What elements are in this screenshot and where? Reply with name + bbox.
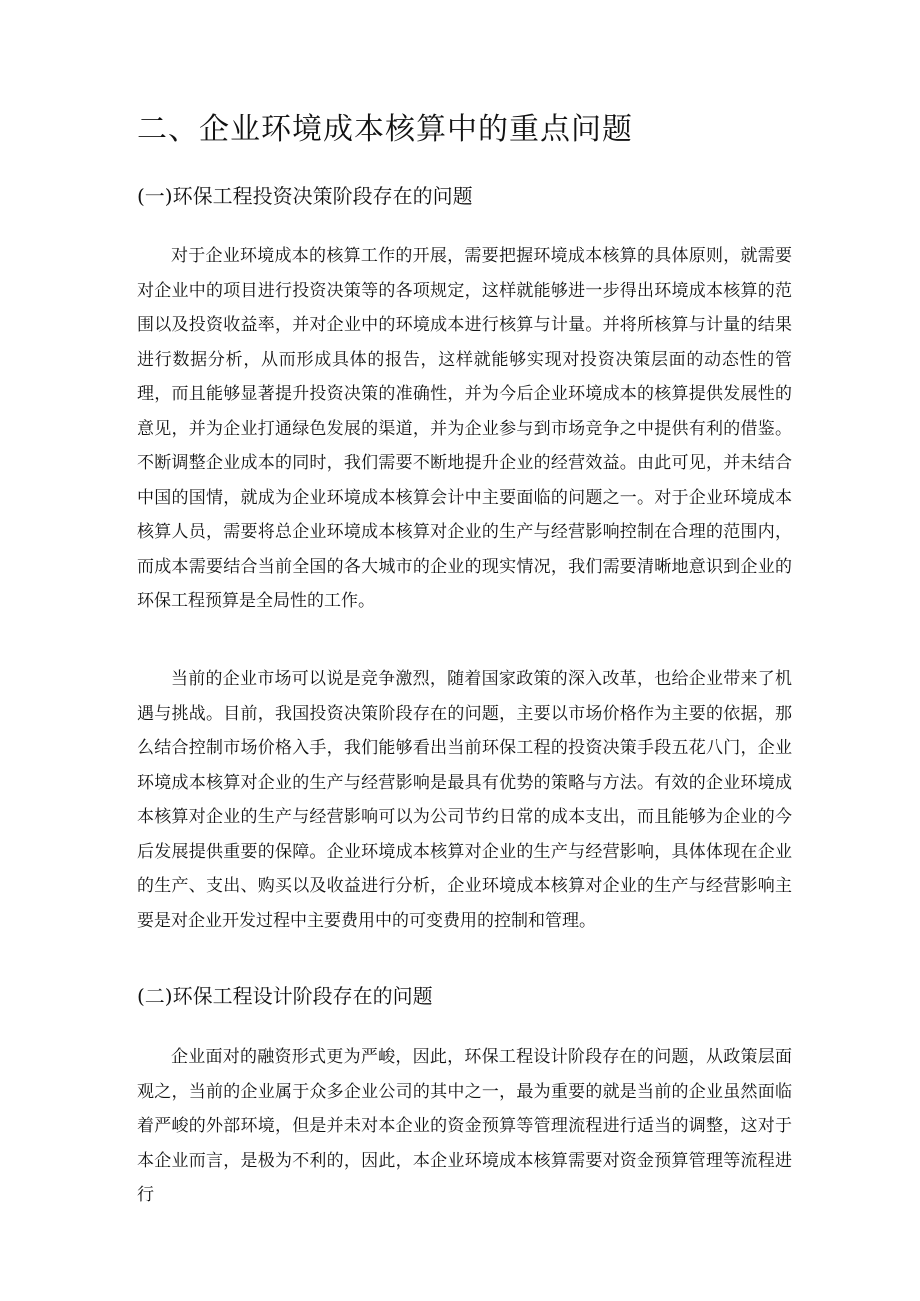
paragraph-2: 当前的企业市场可以说是竞争激烈，随着国家政策的深入改革，也给企业带来了机遇与挑战。目前，我国投资决策阶段存在的问题，主要以市场价格作为主要的依据，那么结合控制市场价格入手，我们能够看出当前环保工程的投资决策手段五花八门，企业环境成本核算对企业的生产与经营影响是最具有优势的策略与方法。有效的企业环境成本核算对企业的生产与经营影响可以为公司节约日常的成本支出，而且能够为企业的今后发展提供重要的保障。企业环境成本核算对企业的生产与经营影响，具体体现在企业的生产、支出、购买以及收益进行分析，企业环境成本核算对企业的生产与经营影响主要是对企业开发过程中主要费用中的可变费用的控制和管理。 — [137, 669, 792, 931]
paragraph-3: 企业面对的融资形式更为严峻，因此，环保工程设计阶段存在的问题，从政策层面观之，当前的企业属于众多企业公司的其中之一，最为重要的就是当前的企业虽然面临着严峻的外部环境，但是并未对本企业的资金预算等管理流程进行适当的调整，这对于本企业而言，是极为不利的，因此，本企业环境成本核算需要对资金预算管理等流程进行 — [137, 1047, 792, 1205]
subsection-title-1: (一)环保工程投资决策阶段存在的问题 — [137, 184, 473, 208]
paragraph-1: 对于企业环境成本的核算工作的开展，需要把握环境成本核算的具体原则，就需要对企业中的项目进行投资决策等的各项规定，这样就能够进一步得出环境成本核算的范围以及投资收益率，并对企业中的环境成本进行核算与计量。并将所核算与计量的结果进行数据分析，从而形成具体的报告，这样就能够实现对投资决策层面的动态性的管理，而且能够显著提升投资决策的准确性，并为今后企业环境成本的核算提供发展性的意见，并为企业打通绿色发展的渠道，并为企业参与到市场竞争之中提供有利的借鉴。不断调整企业成本的同时，我们需要不断地提升企业的经营效益。由此可见，并未结合中国的国情，就成为企业环境成本核算会计中主要面临的问题之一。对于企业环境成本核算人员，需要将总企业环境成本核算对企业的生产与经营影响控制在合理的范围内，而成本需要结合当前全国的各大城市的企业的现实情况，我们需要清晰地意识到企业的环保工程预算是全局性的工作。 — [137, 246, 792, 611]
section-title: 二、企业环境成本核算中的重点问题 — [137, 112, 633, 147]
subsection-title-2: (二)环保工程设计阶段存在的问题 — [137, 984, 433, 1008]
